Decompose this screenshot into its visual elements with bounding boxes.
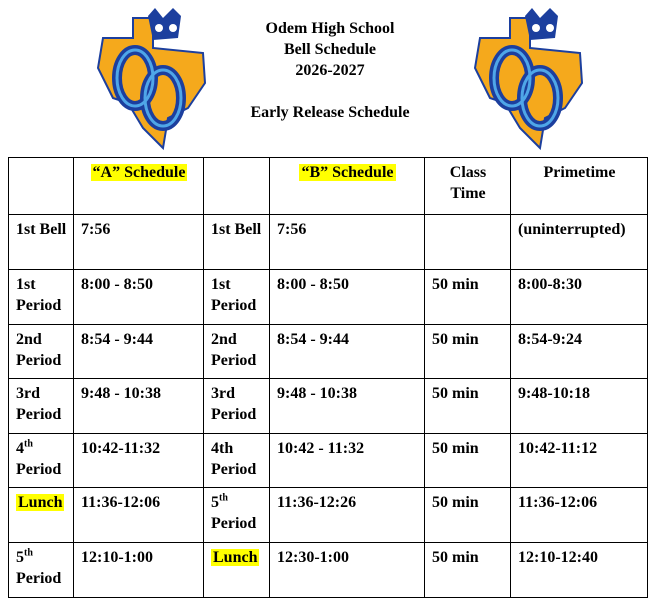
b-period-label [204, 543, 270, 598]
a-period-time: 10:42-11:32 [74, 434, 204, 488]
class-time-cell: 50 min [425, 488, 511, 543]
class-time-cell: 50 min [425, 434, 511, 488]
table-row [9, 215, 648, 270]
b-period-label: 3rd Period [204, 379, 270, 434]
a-period-label: 3rd Period [9, 379, 74, 434]
a-period-label: 1st Bell [9, 215, 74, 270]
a-period-label: 2nd Period [9, 325, 74, 379]
a-period-time: 8:54 - 9:44 [74, 325, 204, 379]
class-time-cell: 50 min [425, 543, 511, 598]
a-period-label: 4th Period [9, 434, 74, 488]
school-logo-right [470, 8, 590, 158]
a-period-time: 7:56 [74, 215, 204, 270]
b-period-time: 7:56 [270, 215, 425, 270]
table-row [9, 270, 648, 325]
a-period-time: 12:10-1:00 [74, 543, 204, 598]
b-period-time: 12:30-1:00 [270, 543, 425, 598]
primetime-cell: 11:36-12:06 [511, 488, 648, 543]
primetime-cell: 9:48-10:18 [511, 379, 648, 434]
school-name: Odem High School [265, 20, 395, 37]
class-time-cell: 50 min [425, 379, 511, 434]
class-time-cell [425, 215, 511, 270]
school-year: 2026-2027 [295, 62, 365, 79]
header-blank-a [9, 158, 74, 215]
b-period-label: 2nd Period [204, 325, 270, 379]
header-class-time: Class Time [425, 158, 511, 215]
header-blank-b [204, 158, 270, 215]
a-period-time: 8:00 - 8:50 [74, 270, 204, 325]
a-period-label [9, 488, 74, 543]
schedule-header [200, 18, 460, 123]
b-period-label: 1st Bell [204, 215, 270, 270]
b-period-label: 5th Period [204, 488, 270, 543]
lunch-highlight: Lunch [213, 549, 258, 566]
header-primetime: Primetime [511, 158, 648, 215]
a-period-label: 5th Period [9, 543, 74, 598]
table-row [9, 325, 648, 379]
header-b-schedule: “B” Schedule [270, 158, 425, 215]
table-row [9, 543, 648, 598]
table-row [9, 488, 648, 543]
primetime-cell: 8:00-8:30 [511, 270, 648, 325]
primetime-cell: 10:42-11:12 [511, 434, 648, 488]
b-period-label: 4th Period [204, 434, 270, 488]
b-period-time: 8:54 - 9:44 [270, 325, 425, 379]
primetime-cell: 12:10-12:40 [511, 543, 648, 598]
a-period-label: 1st Period [9, 270, 74, 325]
b-period-label: 1st Period [204, 270, 270, 325]
primetime-cell: (uninterrupted) [511, 215, 648, 270]
class-time-cell: 50 min [425, 270, 511, 325]
bell-schedule-table [8, 157, 648, 598]
table-header-row [9, 158, 648, 215]
primetime-cell: 8:54-9:24 [511, 325, 648, 379]
class-time-cell: 50 min [425, 325, 511, 379]
a-period-time: 9:48 - 10:38 [74, 379, 204, 434]
a-period-time: 11:36-12:06 [74, 488, 204, 543]
table-row [9, 379, 648, 434]
schedule-subtitle: Bell Schedule [283, 41, 376, 58]
header-a-schedule: “A” Schedule [74, 158, 204, 215]
school-logo-left [93, 8, 213, 158]
lunch-highlight: Lunch [18, 494, 63, 511]
b-period-time: 9:48 - 10:38 [270, 379, 425, 434]
release-title: Early Release Schedule [250, 104, 410, 121]
b-period-time: 11:36-12:26 [270, 488, 425, 543]
b-period-time: 8:00 - 8:50 [270, 270, 425, 325]
b-period-time: 10:42 - 11:32 [270, 434, 425, 488]
table-row [9, 434, 648, 488]
